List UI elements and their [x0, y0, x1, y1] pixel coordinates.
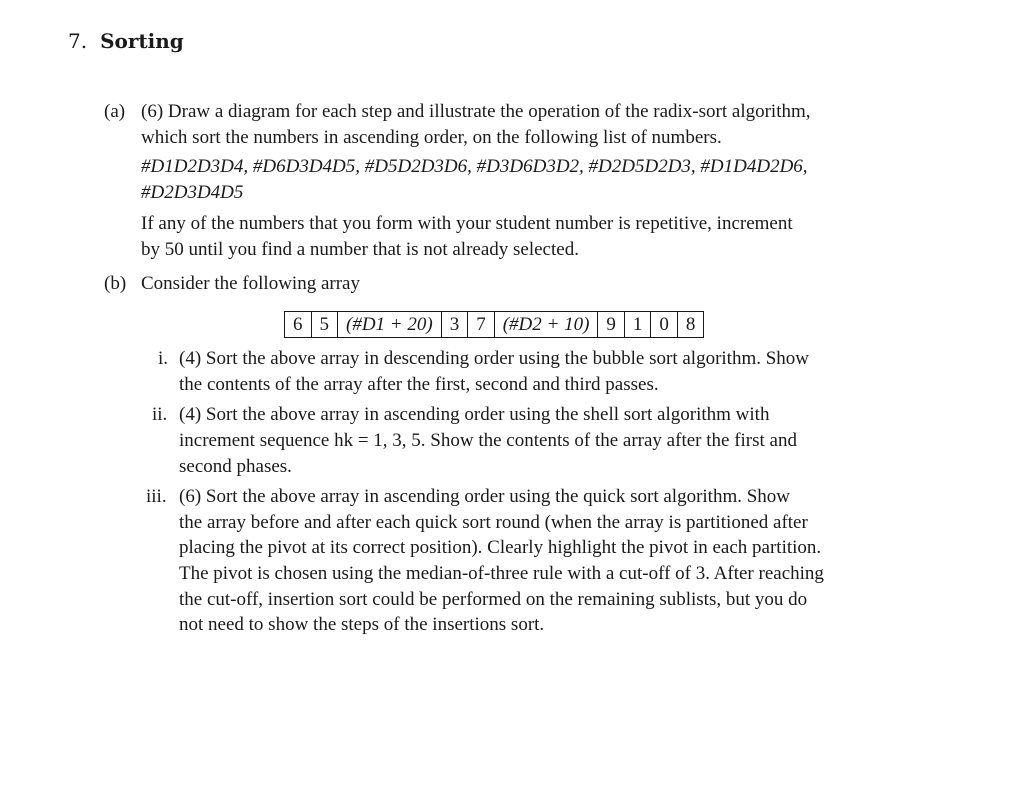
array-cell: 8	[685, 314, 696, 335]
section-title: Sorting	[100, 29, 184, 53]
part-b-label: (b)	[104, 273, 127, 294]
array-cell: 1	[625, 312, 652, 337]
item-i-line-2: the contents of the array after the first, second and third passes.	[179, 374, 659, 395]
array-cell: 5	[312, 312, 339, 337]
array-table	[284, 311, 704, 338]
array-cell: 0	[651, 312, 678, 337]
item-iii-line-2: the array before and after each quick sort round (when the array is partitioned after	[179, 512, 808, 533]
section-number: 7.	[68, 29, 88, 53]
array-cell: 6	[285, 312, 312, 337]
array-cell: 9	[598, 312, 625, 337]
part-a-line-2: which sort the numbers in ascending order, on the following list of numbers.	[141, 127, 722, 148]
part-a-line-1: (6) Draw a diagram for each step and illustrate the operation of the radix-sort algorithm,	[141, 101, 811, 122]
array-cell: (#D1 + 20)	[338, 312, 442, 337]
section-heading	[68, 29, 184, 53]
item-iii-line-1: (6) Sort the above array in ascending order using the quick sort algorithm. Show	[179, 486, 791, 507]
part-a-numbers-line-2: #D2D3D4D5	[141, 182, 244, 203]
part-a-line-6: by 50 until you find a number that is not already selected.	[141, 239, 579, 260]
item-iii-line-3: placing the pivot at its correct position). Clearly highlight the pivot in each partition.	[179, 537, 822, 558]
item-iii-line-5: the cut-off, insertion sort could be performed on the remaining sublists, but you do	[179, 589, 808, 610]
part-a-line-5: If any of the numbers that you form with your student number is repetitive, increment	[141, 213, 793, 234]
part-a-label: (a)	[104, 101, 126, 122]
item-ii-line-2: increment sequence hk = 1, 3, 5. Show the contents of the array after the first and	[179, 430, 797, 451]
item-iii-line-6: not need to show the steps of the insertions sort.	[179, 614, 545, 635]
item-i-line-1: (4) Sort the above array in descending order using the bubble sort algorithm. Show	[179, 348, 810, 369]
array-cell: 3	[442, 312, 469, 337]
part-a-numbers-line-1: #D1D2D3D4, #D6D3D4D5, #D5D2D3D6, #D3D6D3D2, #D2D5D2D3, #D1D4D2D6,	[141, 156, 808, 177]
item-ii-line-1: (4) Sort the above array in ascending order using the shell sort algorithm with	[179, 404, 770, 425]
part-b-intro: Consider the following array	[141, 273, 360, 294]
item-iii-line-4: The pivot is chosen using the median-of-three rule with a cut-off of 3. After reaching	[179, 563, 824, 584]
item-iii-label: iii.	[146, 486, 167, 507]
array-cell: (#D2 + 10)	[495, 312, 599, 337]
item-i-label: i.	[158, 348, 169, 369]
item-ii-label: ii.	[152, 404, 168, 425]
item-ii-line-3: second phases.	[179, 456, 292, 477]
array-cell: 7	[468, 312, 495, 337]
